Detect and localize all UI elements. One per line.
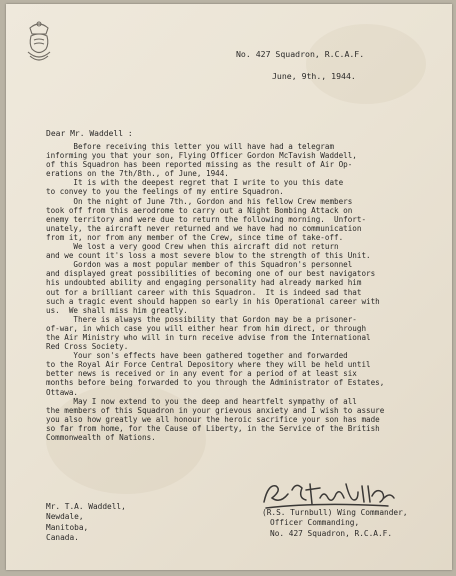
signatory-name: (R.S. Turnbull) Wing Commander,	[262, 508, 408, 517]
body-line: from it, nor from any member of the Crew, since time of take-off.	[46, 232, 344, 242]
body-line: and displayed great possibilities of becoming one of our best navigators	[46, 269, 376, 279]
squadron-line: No. 427 Squadron, R.C.A.F.	[236, 49, 365, 59]
body-line: Ottawa.	[46, 387, 79, 397]
body-line: us. We shall miss him greatly.	[46, 305, 188, 315]
body-line: enemy territory and were due to return the following morning. Unfort-	[46, 214, 367, 224]
salutation: Dear Mr. Waddell :	[46, 129, 133, 138]
addressee-name: Mr. T.A. Waddell,	[46, 502, 126, 511]
signatory-unit: No. 427 Squadron, R.C.A.F.	[270, 528, 393, 538]
signature-block	[262, 508, 408, 539]
body-line: Your son's effects have been gathered together and forwarded	[46, 351, 348, 361]
body-line: erations on the 7th/8th., of June, 1944.	[46, 169, 229, 179]
addressee-town: Newdale,	[46, 512, 84, 522]
addressee-country: Canada.	[46, 533, 79, 543]
body-line: Gordon was a most popular member of this Squadron's personnel	[46, 260, 353, 270]
body-line: It is with the deepest regret that I write to you this date	[46, 178, 344, 188]
body-line: so far from home, for the Cause of Liberty, in the Service of the British	[46, 423, 380, 433]
body-line: the members of this Squadron in your grievous anxiety and I wish to assure	[46, 405, 385, 415]
body-line: unately, the aircraft never returned and we have had no communication	[46, 223, 362, 233]
body-line: to convey to you the feelings of my entire Squadron.	[46, 187, 284, 197]
body-line: Commonwealth of Nations.	[46, 433, 156, 442]
body-line: you also how greatly we all honour the heroic sacrifice your son has made	[46, 414, 380, 424]
body-line: to the Royal Air Force Central Depository where they will be held until	[46, 360, 371, 370]
date-line: June, 9th., 1944.	[272, 71, 356, 81]
body-line: of this Squadron has been reported missing as the result of Air Op-	[46, 160, 353, 170]
signatory-title: Officer Commanding,	[270, 518, 360, 528]
addressee-province: Manitoba,	[46, 522, 89, 532]
letter-page	[6, 4, 452, 570]
body-line: out for a brilliant career with this Squadron. It is indeed sad that	[46, 287, 362, 297]
addressee-block	[46, 502, 126, 544]
letter-body	[46, 142, 436, 442]
rcaf-crest-icon	[22, 18, 56, 64]
body-line: Red Cross Society.	[46, 342, 129, 352]
letter-header	[236, 50, 436, 94]
body-line: months before being forwarded to you through the Administrator of Estates,	[46, 378, 385, 388]
body-line: such a tragic event should happen so early in his Operational career with	[46, 296, 380, 306]
body-line: There is always the possibility that Gordon may be a prisoner-	[46, 314, 357, 324]
body-line: Before receiving this letter you will have had a telegram	[46, 142, 335, 151]
body-line: the Air Ministry who will in turn receive advise from the International	[46, 332, 371, 342]
body-line: better news is received or in any event for a period of at least six	[46, 369, 357, 379]
body-line: May I now extend to you the deep and heartfelt sympathy of all	[46, 396, 357, 406]
body-line: took off from this aerodrome to carry out a Night Bombing Attack on	[46, 205, 353, 215]
body-line: We lost a very good Crew when this aircraft did not return	[46, 242, 339, 252]
body-line: On the night of June 7th., Gordon and his fellow Crew members	[46, 196, 353, 206]
body-line: and we count it's loss a most severe blow to the strength of this Unit.	[46, 251, 371, 261]
body-line: of-war, in which case you will either hear from him direct, or through	[46, 323, 367, 333]
body-line: informing you that your son, Flying Officer Gordon McTavish Waddell,	[46, 151, 357, 161]
body-line: his undoubted ability and engaging personality had already marked him	[46, 278, 362, 288]
